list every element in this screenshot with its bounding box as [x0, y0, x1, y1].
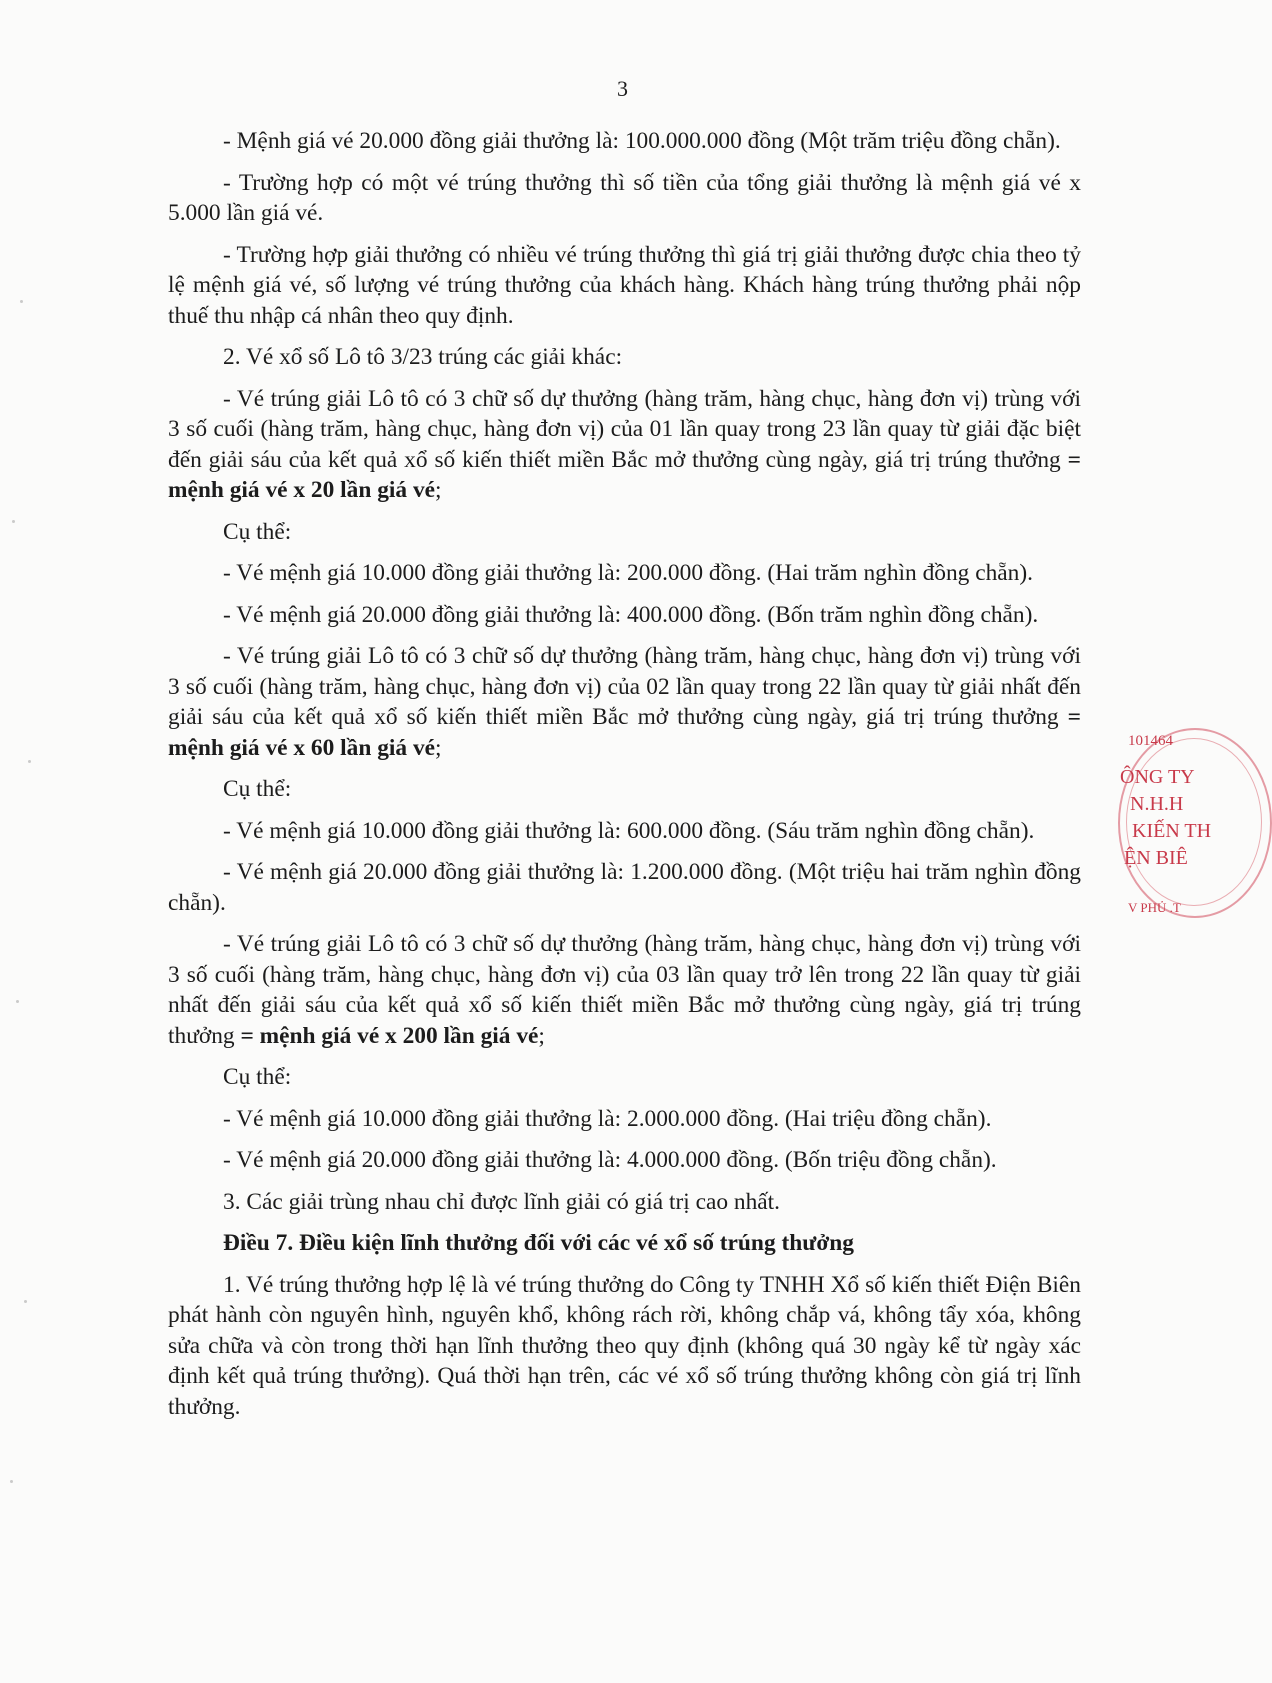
prize-20-end: ;: [435, 477, 442, 503]
rule-3: 3. Các giải trùng nhau chỉ được lĩnh giải có giá trị cao nhất.: [223, 1188, 781, 1215]
prize-60-paragraph: [168, 641, 1081, 763]
prize-200-line-10k: - Vé mệnh giá 10.000 đồng giải thưởng là: 2.000.000 đồng. (Hai triệu đồng chẵn).: [223, 1105, 992, 1132]
article-7-heading: Điều 7. Điều kiện lĩnh thưởng đối với các vé xổ số trúng thưởng: [223, 1230, 854, 1256]
page-number: 3: [617, 76, 628, 101]
prize-60-line-10k: - Vé mệnh giá 10.000 đồng giải thưởng là: 600.000 đồng. (Sáu trăm nghìn đồng chẵn).: [223, 817, 1035, 844]
document-body: [168, 126, 1081, 1433]
prize-60-line-20k: - Vé mệnh giá 20.000 đồng giải thưởng là: 1.200.000 đồng. (Một triệu hai trăm nghìn đồng chẵn).: [168, 859, 1081, 916]
prize-60-formula: = mệnh giá vé x 60 lần giá vé: [168, 704, 1081, 761]
scan-speck: [20, 300, 23, 303]
prize-20-line-10k: - Vé mệnh giá 10.000 đồng giải thưởng là: 200.000 đồng. (Hai trăm nghìn đồng chẵn).: [223, 560, 1034, 586]
seal-text: ÔNG TY: [1120, 766, 1195, 788]
prize-200-paragraph: [168, 929, 1081, 1051]
section-heading: 2. Vé xổ số Lô tô 3/23 trúng các giải khác:: [223, 344, 623, 370]
scan-speck: [12, 520, 15, 523]
detail-label: Cụ thể:: [223, 1064, 292, 1090]
prize-200-formula: = mệnh giá vé x 200 lần giá vé: [240, 1022, 539, 1049]
prize-60-text: - Vé trúng giải Lô tô có 3 chữ số dự thưởng (hàng trăm, hàng chục, hàng đơn vị) trùng với 3 số cuối (hàng trăm, hàng chục, hàng đơn vị) của 02 lần quay trong 22 lần quay từ giải nhất đến giải sáu của kết quả xổ số kiến thiết miền Bắc mở thưởng cùng ngày, giá trị trúng thưởng: [168, 643, 1081, 730]
scan-speck: [10, 1480, 13, 1483]
prize-200-end: ;: [538, 1022, 545, 1049]
paragraph: - Mệnh giá vé 20.000 đồng giải thưởng là: 100.000.000 đồng (Một trăm triệu đồng chẵn).: [223, 128, 1061, 154]
seal-text: ỆN BIÊ: [1124, 847, 1188, 869]
prize-20-text: - Vé trúng giải Lô tô có 3 chữ số dự thưởng (hàng trăm, hàng chục, hàng đơn vị) trùng với 3 số cuối (hàng trăm, hàng chục, hàng đơn vị) của 01 lần quay trong 23 lần quay từ giải đặc biệt đến giải sáu của kết quả xổ số kiến thiết miền Bắc mở thưởng cùng ngày, giá trị trúng thưởng: [168, 385, 1081, 473]
seal-text: KIẾN TH: [1132, 820, 1212, 842]
seal-text: 101464: [1128, 733, 1173, 749]
scan-speck: [28, 760, 31, 763]
paragraph: - Trường hợp giải thưởng có nhiều vé trúng thưởng thì giá trị giải thưởng được chia theo tỷ lệ mệnh giá vé, số lượng vé trúng thưởng của khách hàng. Khách hàng trúng thưởng phải nộp thuế thu nhập cá nhân theo quy định.: [168, 241, 1081, 329]
article-7-paragraph-1: 1. Vé trúng thưởng hợp lệ là vé trúng thưởng do Công ty TNHH Xổ số kiến thiết Điện Biên phát hành còn nguyên hình, nguyên khổ, không rách rời, không chắp vá, không tẩy xóa, không sửa chữa và còn trong thời hạn lĩnh thưởng theo quy định (không quá 30 ngày kể từ ngày xác định kết quả trúng thưởng). Quá thời hạn trên, các vé xổ số trúng thưởng không còn giá trị lĩnh thưởng.: [168, 1271, 1081, 1420]
scan-speck: [16, 1000, 19, 1003]
prize-60-end: ;: [435, 734, 442, 761]
prize-200-text: - Vé trúng giải Lô tô có 3 chữ số dự thưởng (hàng trăm, hàng chục, hàng đơn vị) trùng với 3 số cuối (hàng trăm, hàng chục, hàng đơn vị) của 03 lần quay trở lên trong 22 lần quay từ giải nhất đến giải sáu của kết quả xổ số kiến thiết miền Bắc mở thưởng cùng ngày, giá trị trúng thưởng: [168, 931, 1081, 1049]
scan-speck: [24, 1300, 27, 1303]
paragraph: - Trường hợp có một vé trúng thưởng thì số tiền của tổng giải thưởng là mệnh giá vé x 5.000 lần giá vé.: [168, 169, 1081, 226]
prize-20-line-20k: - Vé mệnh giá 20.000 đồng giải thưởng là: 400.000 đồng. (Bốn trăm nghìn đồng chẵn).: [223, 601, 1039, 628]
prize-20-formula: = mệnh giá vé x 20 lần giá vé: [168, 446, 1081, 503]
company-seal-stamp: [1118, 716, 1212, 926]
detail-label: Cụ thể:: [223, 518, 292, 545]
prize-20-paragraph: [168, 384, 1081, 506]
detail-label: Cụ thể:: [223, 776, 292, 802]
seal-text: N.H.H: [1130, 793, 1184, 815]
prize-200-line-20k: - Vé mệnh giá 20.000 đồng giải thưởng là: 4.000.000 đồng. (Bốn triệu đồng chẵn).: [223, 1147, 997, 1173]
seal-text: V PHỦ .T: [1128, 900, 1181, 915]
